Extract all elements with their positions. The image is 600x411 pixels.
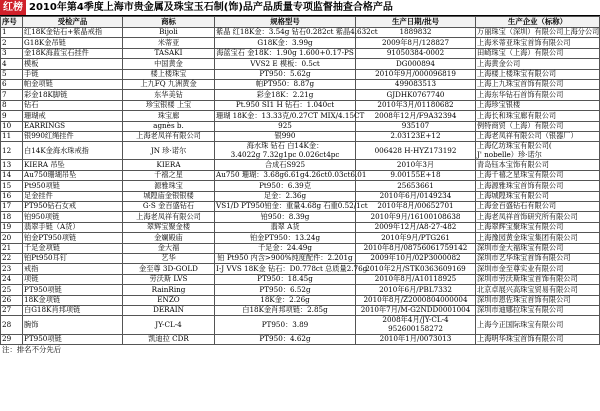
page-title: 2010年第4季度上海市贵金属及珠宝玉石制(饰)品产品质量专项监督抽查合格产品 — [29, 2, 393, 13]
cell-product: 金18K海蓝宝石挂件 — [23, 48, 123, 58]
results-table — [0, 16, 600, 345]
cell-date: 499083513 — [356, 79, 476, 89]
cell-company: 青岛钰本宝饰有限公司 — [476, 160, 600, 170]
cell-date: 2010年9月/16100108638 — [356, 212, 476, 222]
header-date: 生产日期/批号 — [356, 17, 476, 28]
cell-date: 2010年6月/0149234 — [356, 191, 476, 201]
cell-company: 上海黄金公司 — [476, 59, 600, 69]
cell-brand: 千禧之星 — [123, 170, 215, 180]
cell-product: 足金挂件 — [23, 191, 123, 201]
table-body — [1, 28, 600, 345]
cell-number: 20 — [1, 233, 23, 243]
cell-brand: 金大福 — [123, 243, 215, 253]
cell-number: 8 — [1, 100, 23, 110]
cell-date: 2008年12月/F9A32394 — [356, 111, 476, 121]
cell-brand: 中国黄金 — [123, 59, 215, 69]
cell-brand: G·S 金百盛钻石 — [123, 202, 215, 212]
cell-product: 红18K金钻石+紫晶戒指 — [23, 28, 123, 38]
cell-company: 上海米蒂亚珠宝首饰有限公司 — [476, 38, 600, 48]
cell-product: 珊瑚戒 — [23, 111, 123, 121]
cell-company: 上海上九珠宝首饰有限公司 — [476, 79, 600, 89]
cell-number: 17 — [1, 202, 23, 212]
red-list-badge: 红榜 — [0, 0, 26, 15]
table-row — [1, 100, 600, 110]
cell-company: 上海源雅珠宝首饰有限公司 — [476, 181, 600, 191]
cell-date: 935107 — [356, 121, 476, 131]
cell-company: 深圳市金大福珠宝有限公司 — [476, 243, 600, 253]
cell-number: 7 — [1, 90, 23, 100]
table-row — [1, 38, 600, 48]
cell-brand: 珍宝银楼 上宝 — [123, 100, 215, 110]
cell-product: 铂金PT950项链 — [23, 233, 123, 243]
table-row — [1, 305, 600, 315]
cell-spec: Au750 珊瑚：3.68g6.61g4.26ct0.03ct6.01 — [216, 170, 367, 180]
table-row — [1, 170, 600, 180]
cell-company: 上海东华钻石首饰有限公司 — [476, 90, 600, 100]
cell-number: 10 — [1, 121, 23, 131]
cell-company: 深圳市劳沃斯珠宝首饰有限公司 — [476, 274, 600, 284]
cell-brand: 劳沃斯 LVS — [123, 274, 215, 284]
cell-number: 6 — [1, 79, 23, 89]
table-row — [1, 264, 600, 274]
cell-brand: ENZO — [123, 295, 215, 305]
table-row — [1, 285, 600, 295]
cell-company: 上海豫园黄金珠宝集团有限公司 — [476, 233, 600, 243]
cell-product: 铂950项链 — [23, 212, 123, 222]
cell-company: 上海楼上楼珠宝有限公司 — [476, 69, 600, 79]
cell-brand: 米蒂亚 — [123, 38, 215, 48]
table-row — [1, 142, 600, 160]
cell-product: PT950项链 — [23, 285, 123, 295]
cell-company: 上海老凤祥首饰研究所有限公司 — [476, 212, 600, 222]
cell-number: 25 — [1, 285, 23, 295]
cell-company: 万丽珠宝（深圳）有限公司上海分公司 — [477, 27, 600, 37]
cell-product: PT950项链 — [23, 334, 123, 344]
cell-spec — [215, 142, 356, 160]
cell-company: 北京卓展兴高珠宝贸易有限公司 — [476, 285, 600, 295]
cell-number: 1 — [1, 28, 23, 38]
cell-brand: JN 珍·诺尔 — [123, 142, 215, 160]
cell-product: 千足金项链 — [23, 243, 123, 253]
cell-date: 1889832 — [356, 28, 476, 38]
cell-spec: 铂金PT950：13.24g — [215, 233, 356, 243]
cell-brand: 珠宝廊 — [123, 111, 215, 121]
header-product: 受检产品 — [23, 17, 123, 28]
cell-date: 91050384-0002 — [356, 48, 476, 58]
cell-product: 18K金项链 — [23, 295, 123, 305]
table-row — [1, 274, 600, 284]
cell-date: 2010年3月/01180682 — [356, 100, 476, 110]
cell-date — [356, 316, 476, 334]
cell-number: 21 — [1, 243, 23, 253]
cell-date: 2010年8月/00652701 — [356, 202, 476, 212]
table-row — [1, 181, 600, 191]
cell-spec: 千足金：24.49g — [215, 243, 356, 253]
table-row — [1, 295, 600, 305]
cell-number: 27 — [1, 305, 23, 315]
cell-date: 2010年3月 — [356, 160, 476, 170]
header-spec: 规格型号 — [215, 17, 356, 28]
cell-number: 4 — [1, 59, 23, 69]
cell-spec: 帕PT950：8.87g — [215, 79, 356, 89]
cell-product: 彩金18K脚链 — [23, 90, 123, 100]
cell-spec: 彩金18K：2.21g — [215, 90, 356, 100]
table-row — [1, 243, 600, 253]
table-row — [1, 111, 600, 121]
cell-number: 19 — [1, 222, 23, 232]
cell-number: 23 — [1, 264, 23, 274]
cell-brand: 金至尊 3D-GOLD — [123, 264, 215, 274]
cell-brand: agnès b. — [123, 121, 215, 131]
cell-spec: VVS2 E 模板：0.5ct — [215, 59, 356, 69]
cell-spec-line: 3.4022g 7.32g1pc 0.026ct4pc — [230, 149, 340, 159]
cell-brand: 东华美钻 — [123, 90, 215, 100]
cell-product: 白G18K肖邦项链 — [23, 305, 123, 315]
cell-number: 18 — [1, 212, 23, 222]
table-row — [1, 48, 600, 58]
cell-spec: G18K金：3.99g — [215, 38, 356, 48]
table-row — [1, 59, 600, 69]
cell-date: 2.03123E+12 — [356, 131, 476, 141]
cell-product: KIERA 吊坠 — [23, 160, 123, 170]
cell-date: 2010年8月/Z2000804000004 — [356, 295, 476, 305]
cell-company: 深圳市艺华珠宝首饰有限公司 — [476, 254, 600, 264]
header-brand: 商标 — [123, 17, 215, 28]
cell-brand: JY-CL-4 — [123, 316, 215, 334]
table-row — [1, 334, 600, 344]
cell-product: 钻石 — [23, 100, 123, 110]
cell-spec: 足金：2.36g — [215, 191, 356, 201]
cell-date: 2010年6月/PBL7332 — [356, 285, 476, 295]
cell-brand: KIERA — [123, 160, 215, 170]
cell-number: 5 — [1, 69, 23, 79]
cell-date: 25653661 — [356, 181, 476, 191]
cell-spec: VS1/D PT950铂金：重量4.68g 石重0.52/1ct — [216, 201, 368, 211]
cell-product: 铂Pt950耳钉 — [23, 254, 123, 264]
table-row — [1, 316, 600, 334]
cell-number: 11 — [1, 131, 23, 141]
cell-company: 上海珍宝银楼 — [476, 100, 600, 110]
cell-date: 2010年9月/000096819 — [356, 69, 476, 79]
title-bar — [0, 0, 600, 16]
cell-product: 模板 — [23, 59, 123, 69]
cell-product: 手链 — [23, 69, 123, 79]
cell-spec: 18K金：2.26g — [215, 295, 356, 305]
cell-product: 白14K金海水珠戒指 — [23, 142, 123, 160]
cell-spec: 925 — [215, 121, 356, 131]
cell-spec-line: 海水珠 钻石 白14K金： — [246, 141, 324, 151]
header-number: 序号 — [1, 17, 23, 28]
cell-date: 2010年8月/08756061759142 — [356, 243, 476, 253]
table-row — [1, 160, 600, 170]
cell-date: DG000894 — [356, 59, 476, 69]
cell-spec: 翡翠 A货 — [215, 222, 356, 232]
cell-spec: PT950：6.52g — [215, 285, 356, 295]
cell-brand: 上九FQ 九洲黄金 — [123, 79, 215, 89]
table-row — [1, 222, 600, 232]
cell-number: 29 — [1, 334, 23, 344]
cell-brand: DERAIN — [123, 305, 215, 315]
cell-spec: 银990 — [215, 131, 356, 141]
cell-company: 上海明华珠宝首饰有限公司 — [476, 334, 600, 344]
cell-number: 9 — [1, 111, 23, 121]
table-row — [1, 254, 600, 264]
cell-date: 9.00155E+18 — [356, 170, 476, 180]
cell-date: 2009年10月/02P3000082 — [356, 254, 476, 264]
table-row — [1, 191, 600, 201]
cell-brand: 楼上楼珠宝 — [123, 69, 215, 79]
cell-number: 14 — [1, 170, 23, 180]
cell-date: 2010年7月/M-G2NDD0001004 — [356, 305, 476, 315]
cell-spec: 珊瑚 18K金：13.33克/0.27CT MIX/4.15CT — [216, 110, 365, 120]
cell-company: 上海城隍珠宝有限公司 — [476, 191, 600, 201]
cell-product: G18K金吊链 — [23, 38, 123, 48]
cell-product: 项链 — [23, 274, 123, 284]
cell-spec: 合成石S925 — [215, 160, 356, 170]
cell-brand: RainRing — [123, 285, 215, 295]
cell-spec: 铂950：8.39g — [215, 212, 356, 222]
cell-spec: 海蓝宝石 金18K：1.90g 1.600+0.17-PS — [216, 48, 354, 58]
cell-product: 帕金项链 — [23, 79, 123, 89]
cell-number: 12 — [1, 142, 23, 160]
cell-company: 深圳市迪娜拉珠宝有限公司 — [476, 305, 600, 315]
table-row — [1, 28, 600, 38]
cell-date-line: 952600158272 — [388, 323, 443, 333]
cell-company: 上海金百盛钻石有限公司 — [476, 202, 600, 212]
cell-company: 上海翠辉宝聚珠宝有限公司 — [476, 222, 600, 232]
cell-brand: 翠辉宝聚金楼 — [123, 222, 215, 232]
cell-product: 银990红绳挂件 — [23, 131, 123, 141]
table-row — [1, 69, 600, 79]
cell-number: 16 — [1, 191, 23, 201]
cell-product: Au750珊瑚吊坠 — [23, 170, 123, 180]
cell-company: 深圳市金至尊实业有限公司 — [476, 264, 600, 274]
cell-number: 22 — [1, 254, 23, 264]
table-row — [1, 90, 600, 100]
table-header-row — [1, 17, 600, 28]
cell-number: 13 — [1, 160, 23, 170]
cell-number: 2 — [1, 38, 23, 48]
cell-company — [476, 142, 600, 160]
footnote: 注：排名不分先后 — [2, 344, 62, 354]
table-row — [1, 202, 600, 212]
cell-brand: 艺华 — [123, 254, 215, 264]
cell-number: 3 — [1, 48, 23, 58]
cell-spec: PT950：4.62g — [215, 334, 356, 344]
cell-date: 2010年8月/A10118925 — [356, 274, 476, 284]
cell-brand: 城隍庙金银银楼 — [123, 191, 215, 201]
cell-date-line: 2008年4月/JY-CL-4 — [382, 315, 449, 325]
cell-date: 006428 H-HYZ173192 — [356, 142, 476, 160]
cell-spec: PT950：3.89 — [215, 316, 356, 334]
cell-spec: 白18K金肖邦项链：2.85g — [215, 305, 356, 315]
cell-product: PT950钻石女戒 — [23, 202, 123, 212]
cell-date: 2009年8月/128827 — [356, 38, 476, 48]
cell-company: 田崎珠宝（上海）有限公司 — [476, 48, 600, 58]
cell-spec: 紫晶 红18K金：3.54g 钻石0.282ct 紫晶4.632ct — [216, 27, 378, 37]
cell-company: 上海千禧之星珠宝有限公司 — [476, 170, 600, 180]
table-row — [1, 131, 600, 141]
cell-number: 24 — [1, 274, 23, 284]
cell-date: GJDHK0767740 — [356, 90, 476, 100]
cell-company-line: 上海亿坊珠宝有限公司( — [477, 141, 552, 151]
cell-product: 腕饰 — [23, 316, 123, 334]
cell-company: 上海长和珠宝廊有限公司 — [476, 111, 600, 121]
cell-number: 28 — [1, 316, 23, 334]
cell-brand: 源雅珠宝 — [123, 181, 215, 191]
cell-brand: Bijoli — [123, 28, 215, 38]
cell-spec: 铂 Pt950 内含>900%纯度配件：2.201g — [215, 254, 356, 264]
table-row — [1, 212, 600, 222]
cell-company-line: J' nobelle）珍·诺尔 — [477, 149, 542, 159]
cell-product: 翡翠手链（A货） — [23, 222, 123, 232]
cell-number: 15 — [1, 181, 23, 191]
table-row — [1, 79, 600, 89]
cell-brand: TASAKI — [123, 48, 215, 58]
cell-date: 2010年2月/STK0363609169 — [356, 264, 476, 274]
cell-date: 2009年12月/A8-27-482 — [356, 222, 476, 232]
cell-brand: 金斓殿庙 — [123, 233, 215, 243]
cell-spec: PT950：5.62g — [215, 69, 356, 79]
cell-product: Pt950项链 — [23, 181, 123, 191]
cell-number: 26 — [1, 295, 23, 305]
cell-spec: Pt.950 SI1 H 钻石：1.040ct — [215, 100, 356, 110]
cell-spec: PT950：18.45g — [215, 274, 356, 284]
cell-date: 2010年1月/0073013 — [356, 334, 476, 344]
cell-brand: 上海老凤祥有限公司 — [123, 212, 215, 222]
cell-company: 上海老凤祥有限公司（银器厂） — [476, 131, 600, 141]
cell-brand: 上海老凤祥有限公司 — [123, 131, 215, 141]
header-company: 生产企业（标称） — [476, 17, 600, 28]
cell-company: 上海今正国际珠宝有限公司 — [476, 316, 600, 334]
cell-company: 例特商贸（上海）有限公司 — [476, 121, 600, 131]
cell-company: 深圳市恩佐珠宝首饰有限公司 — [476, 295, 600, 305]
table-row — [1, 233, 600, 243]
cell-spec: Pt950：6.39克 — [215, 181, 356, 191]
cell-product: EARRINGS — [23, 121, 123, 131]
cell-brand: 凯迪拉 CDR — [123, 334, 215, 344]
cell-spec: I-J VVS 18K金 钻石：D0.778ct 总质量2.76g — [216, 263, 368, 273]
table-row — [1, 121, 600, 131]
cell-product: 戒指 — [23, 264, 123, 274]
cell-date: 2010年9月/PTG261 — [356, 233, 476, 243]
